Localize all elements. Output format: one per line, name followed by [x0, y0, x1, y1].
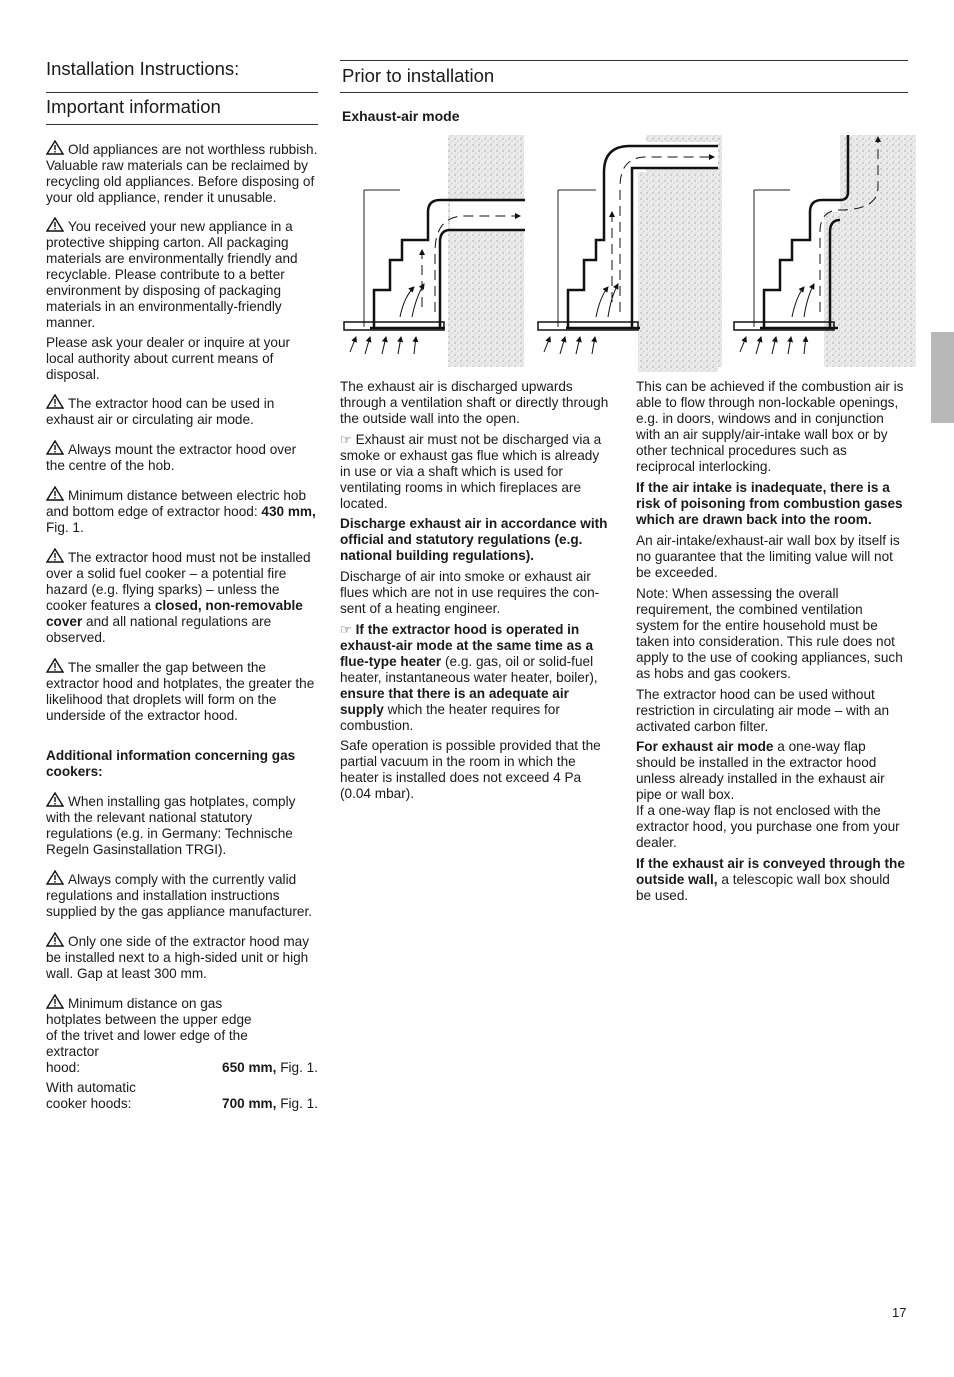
subsection-heading: Exhaust-air mode: [342, 108, 460, 124]
section-title: Prior to installation: [342, 65, 495, 86]
paragraph: Only one side of the extractor hood may be installed next to a high-sided unit or high wall. Gap at least 300 mm.: [46, 934, 310, 981]
pointing-hand-icon: ☞: [340, 432, 352, 447]
warning-icon: [46, 870, 64, 885]
warning-icon: [46, 932, 64, 947]
title-top-rule: [340, 60, 908, 61]
warning-icon: [46, 658, 64, 673]
section-subtitle: Important information: [46, 96, 221, 117]
paragraph: The smaller the gap between the extractor hood and hotplates, the greater the likelihood that droplets will form on the underside of the extractor hood.: [46, 660, 315, 723]
paragraph: ☞ Exhaust air must not be discharged via a smoke or exhaust gas flue which is already in use or via a shaft which is used for ventilating rooms in which fireplaces are located.: [340, 432, 602, 511]
subtitle-rule: [46, 124, 318, 125]
warning-icon: [46, 994, 64, 1009]
paragraph: The extractor hood can be used without restriction in circulating air mode – with an activated carbon filter.: [636, 687, 890, 734]
paragraph: You received your new appliance in a protective shipping carton. All packaging materials are environmentally friendly and recyclable. Please contribute to a better environment by disposing of packaging materials in an environmentally-friendly manner.: [46, 219, 298, 330]
paragraph: The extractor hood must not be installed over a solid fuel cooker – a potential fire hazard (e.g. flying sparks) – unless the cooker features a closed, non-removable cover and all national regulations are observed.: [46, 550, 311, 645]
paragraph: If a one-way flap is not enclosed with the extractor hood, you purchase one from your dealer.: [636, 803, 900, 850]
paragraph: ☞ If the extractor hood is operated in exhaust-air mode at the same time as a flue-type heater (e.g. gas, oil or solid-fuel heater, instantaneous water heater, boiler), ensure that there is an adequate air supply which the heater requires for combustion.: [340, 622, 598, 733]
paragraph: Discharge exhaust air in accordance with official and statutory regulations (e.g. national building regulations).: [340, 516, 608, 563]
paragraph: This can be achieved if the combustion air is able to flow through non-lockable openings, e.g. in doors, windows and in conjunction with an air supply/air-intake wall box or by other technical procedures such as reciprocal interlocking.: [636, 379, 904, 474]
section-title: Installation Instructions:: [46, 58, 240, 79]
diagram-panel-2: [538, 135, 722, 372]
warning-icon: [46, 394, 64, 409]
diagram-panel-1: [344, 135, 530, 367]
warning-icon: [46, 217, 64, 232]
middle-column: [340, 379, 612, 810]
distance-row: With automatic cooker hoods: 700 mm, Fig. 1.: [46, 1080, 318, 1111]
paragraph: Always mount the extractor hood over the centre of the hob.: [46, 442, 297, 473]
paragraph: Discharge of air into smoke or exhaust air flues which are not in use requires the con-sent of a heating engineer.: [340, 569, 600, 616]
paragraph: Safe operation is possible provided that the partial vacuum in the room in which the heater is installed does not exceed 4 Pa (0.04 mbar).: [340, 738, 601, 801]
paragraph: When installing gas hotplates, comply with the relevant national statutory regulations (e.g. in Germany: Technische Regeln Gasinstallation TRGI).: [46, 794, 296, 857]
title-rule: [340, 92, 908, 93]
page-number: 17: [892, 1305, 907, 1320]
paragraph: Note: When assessing the overall requirement, the combined ventilation system for the entire household must be taken into consideration. This rule does not apply to the use of cooking appliances, such as hobs and gas cookers.: [636, 586, 903, 681]
paragraph: An air-intake/exhaust-air wall box by itself is no guarantee that the limiting value will not be exceeded.: [636, 533, 900, 580]
warning-icon: [46, 140, 64, 155]
paragraph: The exhaust air is discharged upwards through a ventilation shaft or directly through the outside wall into the open.: [340, 379, 609, 426]
paragraph: Old appliances are not worthless rubbish. Valuable raw materials can be reclaimed by recycling old appliances. Before disposing of your old appliance, render it unusable.: [46, 142, 318, 205]
right-column: [636, 379, 908, 912]
warning-icon: [46, 440, 64, 455]
title-rule: [46, 92, 318, 93]
paragraph: Please ask your dealer or inquire at your local authority about current means of disposal.: [46, 335, 291, 382]
exhaust-air-diagram: [340, 132, 918, 372]
warning-icon: [46, 548, 64, 563]
warning-icon: [46, 792, 64, 807]
left-column: [46, 140, 318, 1112]
paragraph: Minimum distance between electric hob and bottom edge of extractor hood: 430 mm, Fig. 1.: [46, 488, 316, 535]
paragraph: Minimum distance on gas hotplates between the upper edge of the trivet and lower edge of the extractor: [46, 996, 252, 1059]
distance-row: hood: 650 mm, Fig. 1.: [46, 1060, 318, 1075]
side-tab-marker: [931, 332, 954, 423]
diagram-panel-3: [734, 135, 916, 367]
pointing-hand-icon: ☞: [340, 622, 352, 637]
paragraph: Always comply with the currently valid regulations and installation instructions supplied by the gas appliance manufacturer.: [46, 872, 313, 919]
paragraph: If the exhaust air is conveyed through the outside wall, a telescopic wall box should be used.: [636, 856, 905, 903]
paragraph: For exhaust air mode a one-way flap should be installed in the extractor hood unless already installed in the exhaust air pipe or wall box.: [636, 739, 885, 802]
paragraph: The extractor hood can be used in exhaust air or circulating air mode.: [46, 396, 275, 427]
warning-icon: [46, 486, 64, 501]
gas-heading: Additional information concerning gas cookers:: [46, 748, 296, 779]
paragraph: If the air intake is inadequate, there is a risk of poisoning from combustion gases which are drawn back into the room.: [636, 480, 903, 527]
